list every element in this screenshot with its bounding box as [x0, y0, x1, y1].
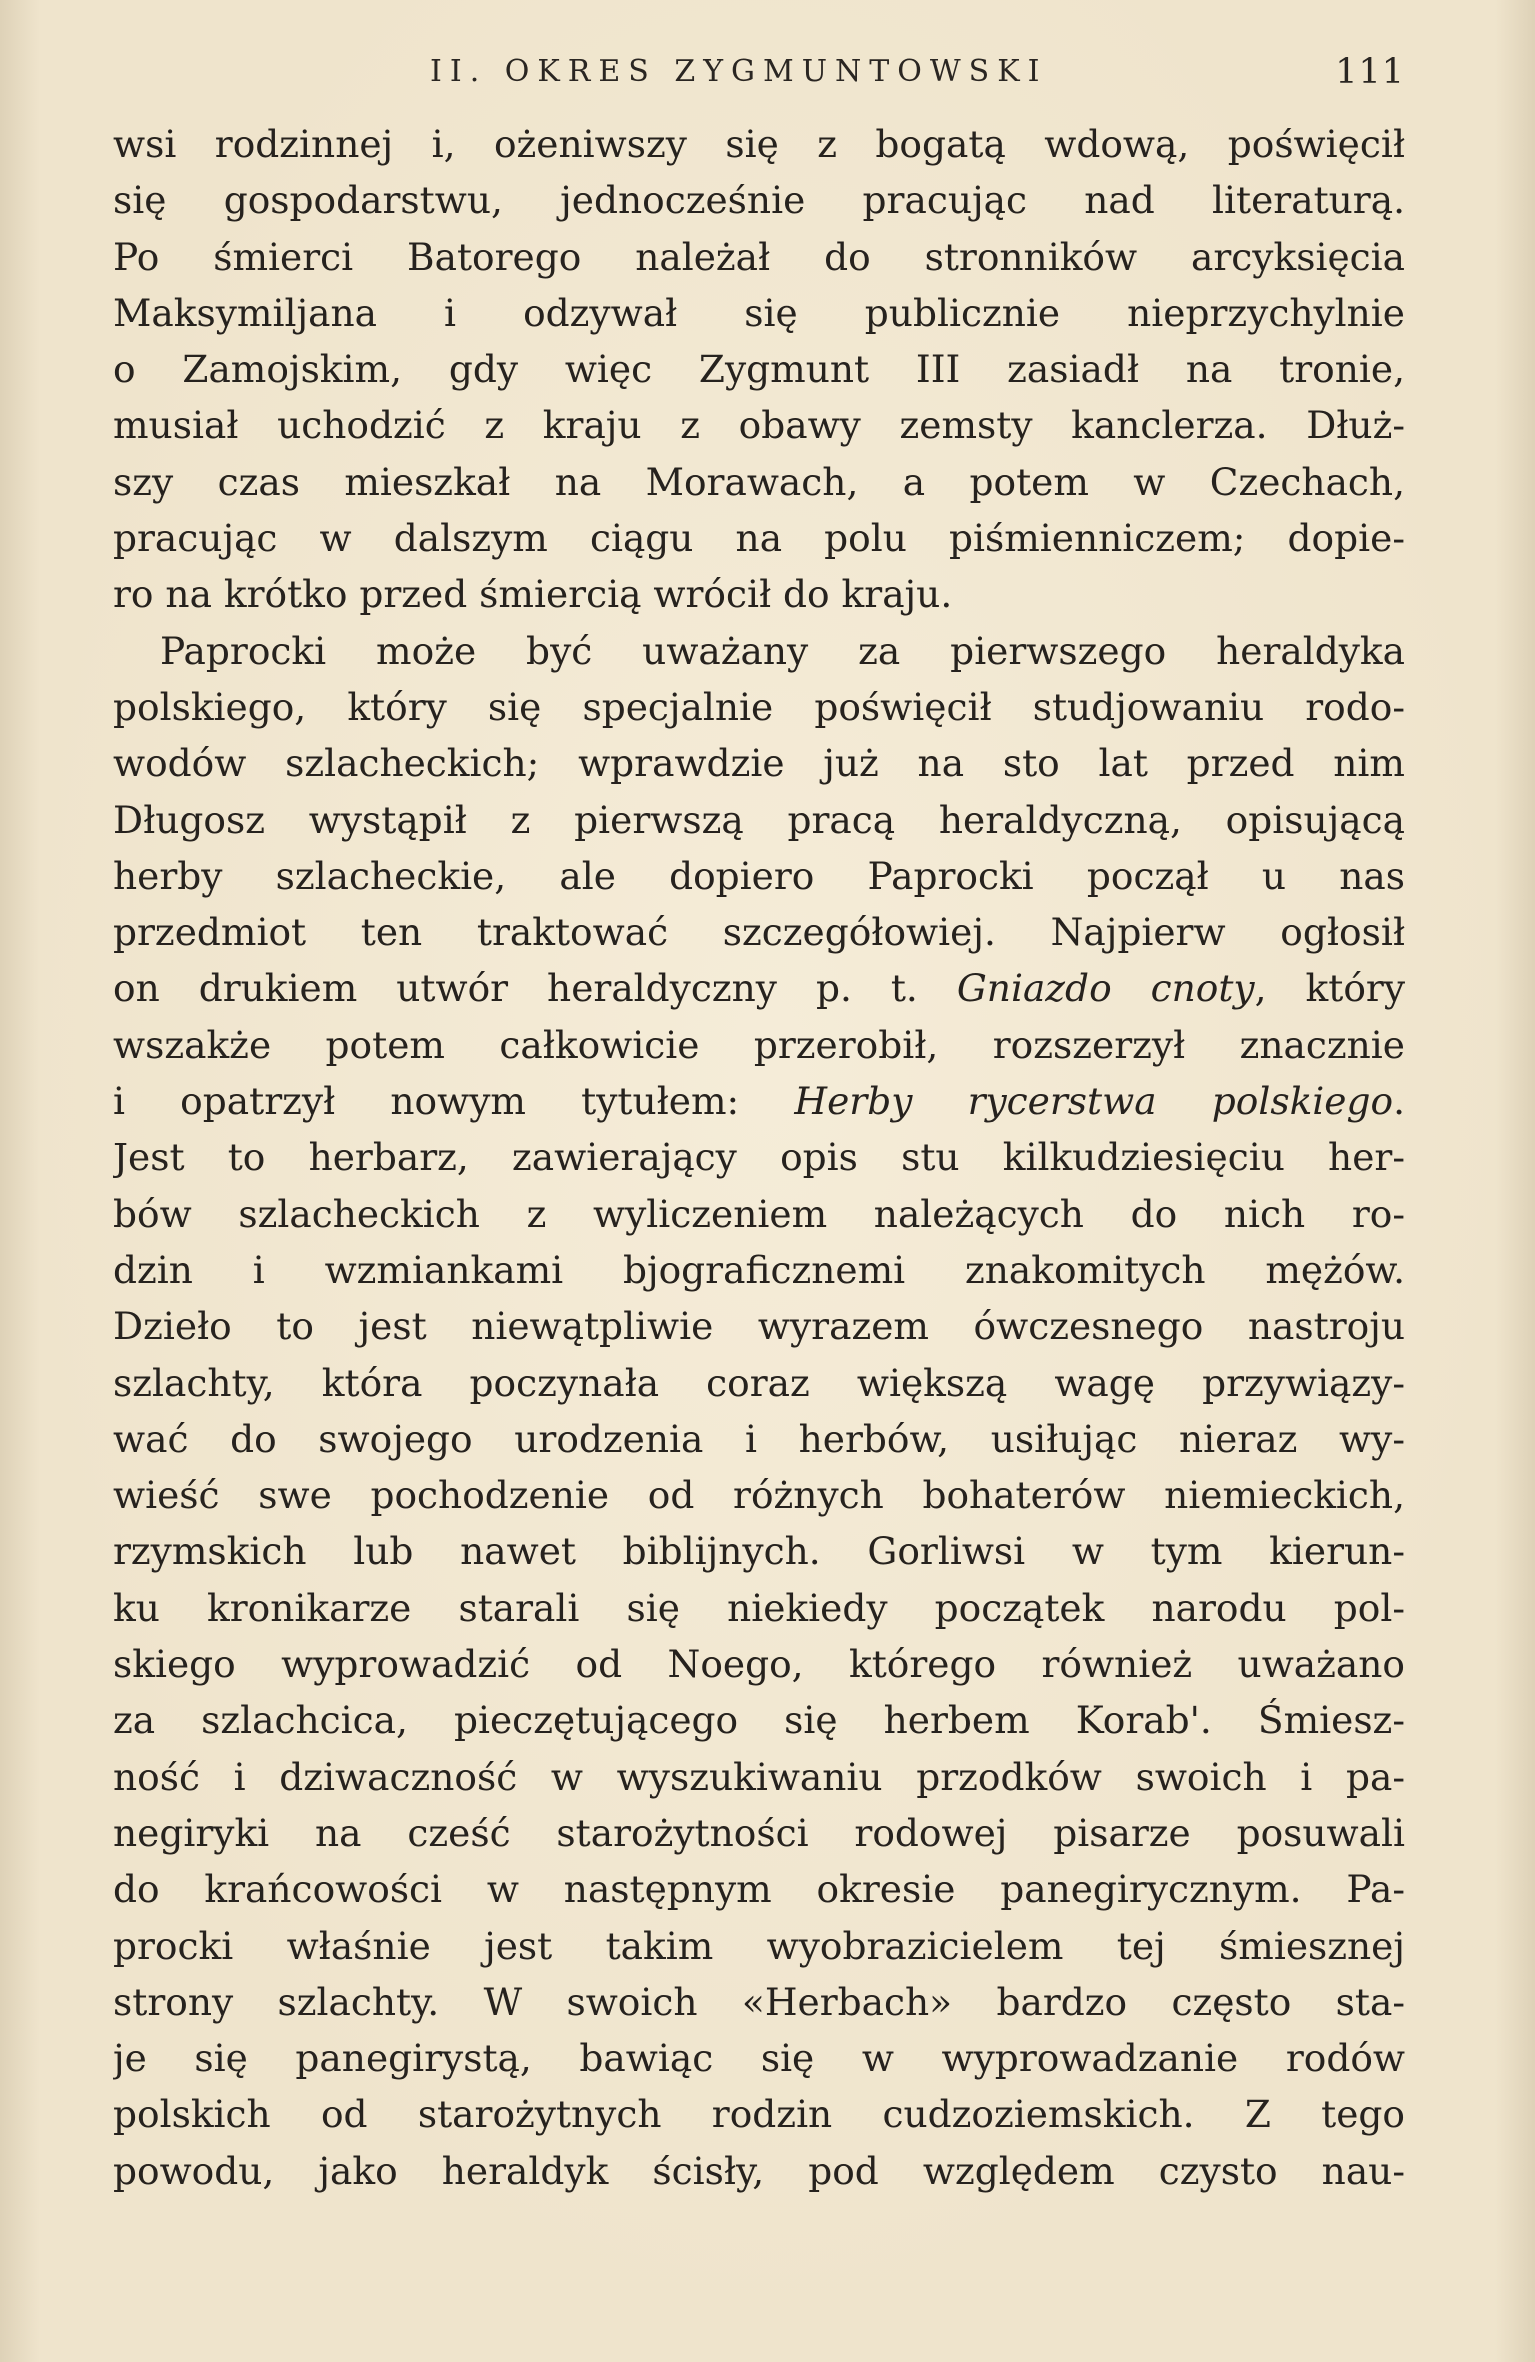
text-line — [113, 960, 1405, 1016]
text-line — [113, 1073, 1405, 1129]
text-line-paragraph-start: Paprocki może być uważany za pierwszego heraldyka — [160, 628, 1405, 673]
page-number: 111 — [1335, 52, 1405, 92]
text-line: powodu, jako heraldyk ścisły, pod względem czysto nau- — [113, 2148, 1405, 2193]
text-line: je się panegirystą, bawiąc się w wyprowadzanie rodów — [113, 2036, 1405, 2081]
text-line: dzin i wzmiankami bjograficznemi znakomitych mężów. — [113, 1247, 1405, 1292]
text-line: szlachty, która poczynała coraz większą wagę przywiązy- — [113, 1360, 1405, 1405]
text-line: rzymskich lub nawet biblijnych. Gorliwsi w tym kierun- — [113, 1529, 1405, 1574]
text-line: negiryki na cześć starożytności rodowej pisarze posuwali — [113, 1810, 1405, 1855]
text-line: wodów szlacheckich; wprawdzie już na sto lat przed nim — [113, 741, 1405, 786]
text-fragment: , który — [1254, 966, 1405, 1011]
text-line: strony szlachty. W swoich «Herbach» bardzo często sta- — [113, 1979, 1405, 2024]
text-line: o Zamojskim, gdy więc Zygmunt III zasiadł na tronie, — [113, 347, 1405, 392]
text-line: polskiego, który się specjalnie poświęcił studjowaniu rodo- — [113, 684, 1405, 729]
text-line: bów szlacheckich z wyliczeniem należących do nich ro- — [113, 1191, 1405, 1236]
text-line: szy czas mieszkał na Morawach, a potem w Czechach, — [113, 459, 1405, 504]
text-line: polskich od starożytnych rodzin cudzoziemskich. Z tego — [113, 2092, 1405, 2137]
text-line: ność i dziwaczność w wyszukiwaniu przodków swoich i pa- — [113, 1754, 1405, 1799]
text-line: ku kronikarze starali się niekiedy początek narodu pol- — [113, 1585, 1405, 1630]
text-line: do krańcowości w następnym okresie panegirycznym. Pa- — [113, 1867, 1405, 1912]
running-title: II. OKRES ZYGMUNTOWSKI — [430, 54, 1048, 89]
text-line: ro na krótko przed śmiercią wrócił do kraju. — [113, 572, 953, 617]
text-line: herby szlacheckie, ale dopiero Paprocki począł u nas — [113, 853, 1405, 898]
text-line: Jest to herbarz, zawierający opis stu kilkudziesięciu her- — [113, 1135, 1405, 1180]
text-line: musiał uchodzić z kraju z obawy zemsty kanclerza. Dłuż- — [113, 403, 1405, 448]
text-line: pracując w dalszym ciągu na polu piśmienniczem; dopie- — [113, 516, 1405, 561]
text-fragment: on drukiem utwór heraldyczny p. t. — [113, 966, 957, 1011]
text-line: Maksymiljana i odzywał się publicznie nieprzychylnie — [113, 290, 1405, 335]
text-line: wać do swojego urodzenia i herbów, usiłując nieraz wy- — [113, 1416, 1405, 1461]
text-line: Długosz wystąpił z pierwszą pracą heraldyczną, opisującą — [113, 797, 1405, 842]
italic-title-gniazdo-cnoty: Gniazdo cnoty — [956, 966, 1255, 1011]
text-line: Dzieło to jest niewątpliwie wyrazem ówczesnego nastroju — [113, 1304, 1405, 1349]
text-line: przedmiot ten traktować szczegółowiej. Najpierw ogłosił — [113, 910, 1405, 955]
text-line: się gospodarstwu, jednocześnie pracując nad literaturą. — [113, 178, 1405, 223]
text-line: za szlachcica, pieczętującego się herbem Korab'. Śmiesz- — [113, 1698, 1405, 1743]
text-line: procki właśnie jest takim wyobrazicielem tej śmiesznej — [113, 1923, 1405, 1968]
running-head — [110, 48, 1405, 98]
text-line: Po śmierci Batorego należał do stronników arcyksięcia — [113, 234, 1405, 279]
text-fragment: i opatrzył nowym tytułem: — [113, 1079, 795, 1124]
text-fragment: . — [1393, 1079, 1405, 1124]
italic-title-herby-rycerstwa: Herby rycerstwa polskiego — [794, 1079, 1394, 1124]
text-line: wsi rodzinnej i, ożeniwszy się z bogatą wdową, poświęcił — [113, 122, 1405, 166]
body-text — [113, 116, 1405, 2199]
text-line: skiego wyprowadzić od Noego, którego również uważano — [113, 1642, 1405, 1687]
text-line: wieść swe pochodzenie od różnych bohaterów niemieckich, — [113, 1473, 1405, 1518]
text-line: wszakże potem całkowicie przerobił, rozszerzył znacznie — [113, 1022, 1405, 1067]
